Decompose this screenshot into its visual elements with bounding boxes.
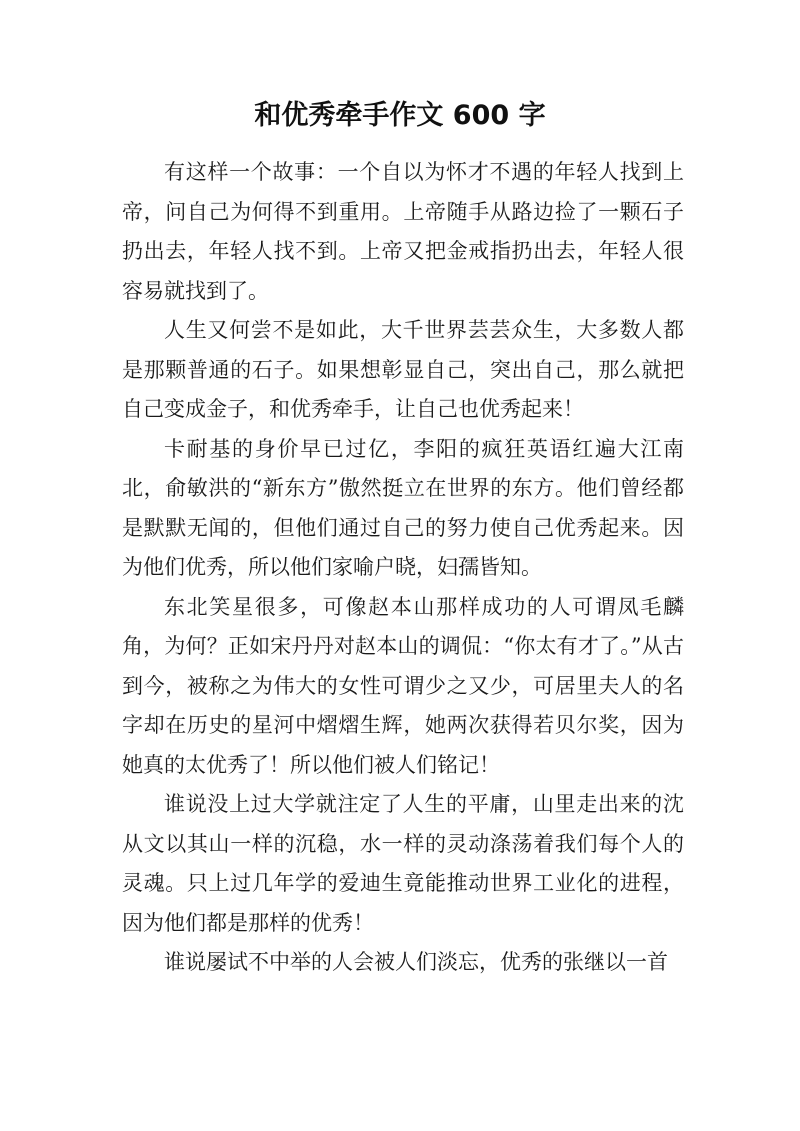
paragraph-6: 谁说屡试不中举的人会被人们淡忘，优秀的张继以一首: [164, 950, 668, 974]
paragraph-3: 卡耐基的身价早已过亿，李阳的疯狂英语红遍大江南北，俞敏洪的“新东方”傲然挺立在世界的东方。他们曾经都是默默无闻的，但他们通过自己的努力使自己优秀起来。因为他们优秀，所以他们家喻户晓，妇孺皆知。: [122, 436, 684, 579]
paragraph-5: 谁说没上过大学就注定了人生的平庸，山里走出来的沈从文以其山一样的沉稳，水一样的灵动涤荡着我们每个人的灵魂。只上过几年学的爱迪生竟能推动世界工业化的进程，因为他们都是那样的优秀！: [122, 792, 684, 935]
paragraph-4: 东北笑星很多，可像赵本山那样成功的人可谓凤毛麟角，为何？正如宋丹丹对赵本山的调侃：“你太有才了。”从古到今，被称之为伟大的女性可谓少之又少，可居里夫人的名字却在历史的星河中熠熠生辉，她两次获得若贝尔奖，因为她真的太优秀了！所以他们被人们铭记！: [122, 594, 684, 777]
paragraph-1: 有这样一个故事：一个自以为怀才不遇的年轻人找到上帝，问自己为何得不到重用。上帝随手从路边捡了一颗石子扔出去，年轻人找不到。上帝又把金戒指扔出去，年轻人很容易就找到了。: [122, 160, 684, 303]
document-title: 和优秀牵手作文 600 字: [254, 100, 546, 131]
document-body: [122, 153, 684, 983]
paragraph-2: 人生又何尝不是如此，大千世界芸芸众生，大多数人都是那颗普通的石子。如果想彰显自己，突出自己，那么就把自己变成金子，和优秀牵手，让自己也优秀起来！: [122, 318, 684, 421]
